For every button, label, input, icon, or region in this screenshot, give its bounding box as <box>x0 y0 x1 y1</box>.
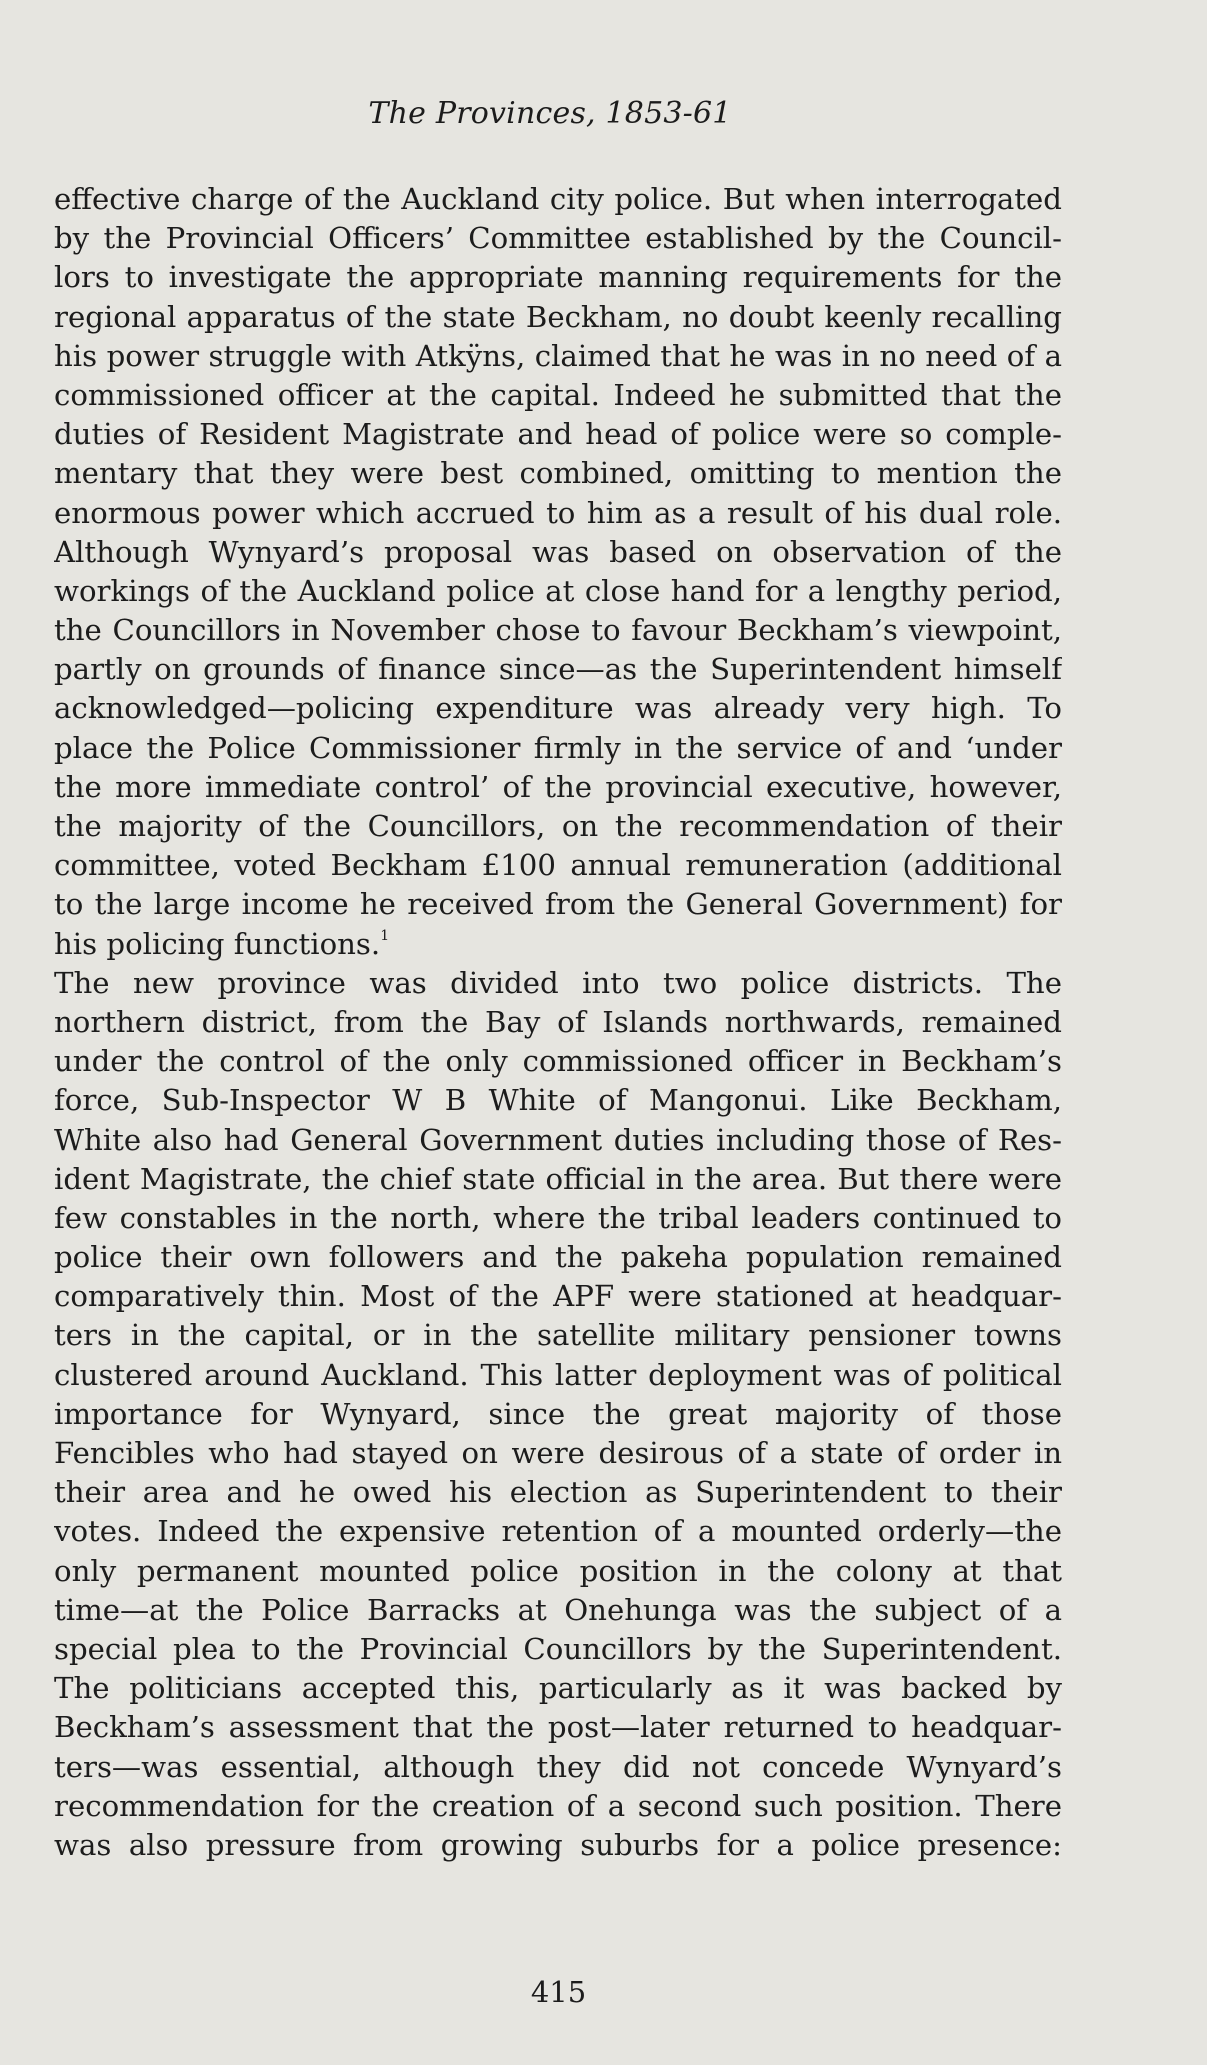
text-line: Although Wynyard’s proposal was based on observation of the <box>54 534 1062 569</box>
text-line: ters in the capital, or in the satellite military pensioner towns <box>54 1318 1062 1353</box>
text-line: only permanent mounted police position in the colony at that <box>54 1553 1062 1588</box>
text-line: partly on grounds of finance since—as the Superintendent himself <box>54 652 1062 687</box>
text-line: ident Magistrate, the chief state official in the area. But there were <box>54 1161 1062 1196</box>
text-line: time—at the Police Barracks at Onehunga was the subject of a <box>54 1592 1062 1627</box>
text-line: workings of the Auckland police at close hand for a lengthy period, <box>54 573 1062 608</box>
text-line: lors to investigate the appropriate manning requirements for the <box>54 260 1062 295</box>
text-line: The politicians accepted this, particularly as it was backed by <box>54 1671 1062 1706</box>
text-line: Fencibles who had stayed on were desirous of a state of order in <box>54 1436 1062 1470</box>
paragraph <box>54 180 1062 964</box>
text-line: The new province was divided into two police districts. The <box>54 965 1062 1000</box>
text-line: few constables in the north, where the tribal leaders continued to <box>54 1200 1062 1235</box>
page-number: 415 <box>530 1975 587 2009</box>
text-line: comparatively thin. Most of the APF were stationed at headquar- <box>54 1279 1062 1314</box>
text-line: his power struggle with Atkÿns, claimed that he was in no need of a <box>54 338 1062 373</box>
text-line-content: his policing functions. <box>54 926 381 961</box>
text-line: their area and he owed his election as Superintendent to their <box>54 1475 1062 1510</box>
text-line: ters—was essential, although they did not concede Wynyard’s <box>54 1749 1062 1784</box>
text-line: regional apparatus of the state Beckham, no doubt keenly recalling <box>54 299 1062 334</box>
text-line: duties of Resident Magistrate and head of police were so comple- <box>54 417 1062 452</box>
text-line: police their own followers and the pakeha population remained <box>54 1240 1062 1275</box>
text-line: force, Sub-Inspector W B White of Mangonui. Like Beckham, <box>54 1083 1062 1118</box>
text-line: recommendation for the creation of a second such position. There <box>54 1788 1062 1823</box>
text-line: was also pressure from growing suburbs for a police presence: <box>54 1827 1062 1862</box>
text-line: special plea to the Provincial Councillors by the Superintendent. <box>54 1631 1062 1666</box>
text-line: enormous power which accrued to him as a result of his dual role. <box>54 495 1062 530</box>
text-line: northern district, from the Bay of Islands northwards, remained <box>54 1004 1062 1039</box>
text-line: the more immediate control’ of the provincial executive, however, <box>54 769 1062 804</box>
text-line: acknowledged—policing expenditure was already very high. To <box>54 691 1062 726</box>
text-line: importance for Wynyard, since the great majority of those <box>54 1396 1062 1431</box>
text-line: commissioned officer at the capital. Indeed he submitted that the <box>54 377 1062 412</box>
text-line: effective charge of the Auckland city police. But when interrogated <box>54 182 1062 216</box>
text-line: committee, voted Beckham £100 annual remuneration (additional <box>54 848 1062 883</box>
text-line: White also had General Government duties including those of Res- <box>54 1122 1062 1157</box>
text-line: under the control of the only commissioned officer in Beckham’s <box>54 1044 1062 1079</box>
text-line: mentary that they were best combined, omitting to mention the <box>54 456 1062 491</box>
footnote-reference[interactable]: 1 <box>380 927 390 944</box>
text-line: Beckham’s assessment that the post—later returned to headquar- <box>54 1710 1062 1745</box>
text-line: votes. Indeed the expensive retention of a mounted orderly—the <box>54 1514 1062 1549</box>
text-line: the Councillors in November chose to favour Beckham’s viewpoint, <box>54 613 1062 648</box>
running-head: The Provinces, 1853-61 <box>368 96 732 131</box>
text-line: by the Provincial Officers’ Committee established by the Council- <box>54 221 1062 256</box>
text-line: clustered around Auckland. This latter deployment was of political <box>54 1357 1062 1392</box>
text-line: place the Police Commissioner firmly in the service of and ‘under <box>54 730 1062 765</box>
text-line <box>54 925 1062 964</box>
text-line: the majority of the Councillors, on the recommendation of their <box>54 809 1062 843</box>
text-line: to the large income he received from the General Government) for <box>54 887 1062 922</box>
paragraph <box>54 964 1062 1865</box>
body-text <box>54 180 1062 1865</box>
